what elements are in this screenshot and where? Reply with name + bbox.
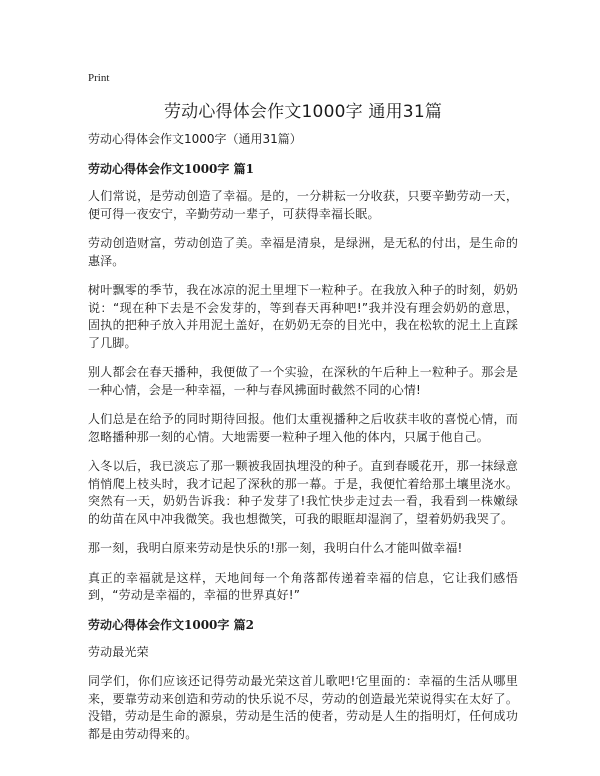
paragraph: 劳动最光荣 <box>88 644 149 659</box>
paragraph: 人们常说，是劳动创造了幸福。是的，一分耕耘一分收获，只要辛勤劳动一天，便可得一夜安宁，辛勤劳动一辈子，可获得幸福长眠。 <box>88 189 518 221</box>
section-heading-1: 劳动心得体会作文1000字 篇1 <box>88 162 254 176</box>
print-link[interactable]: Print <box>88 72 110 84</box>
paragraph: 劳动创造财富，劳动创造了美。幸福是清泉，是绿洲，是无私的付出，是生命的惠泽。 <box>88 236 518 268</box>
article-body <box>88 131 518 755</box>
section-heading-2: 劳动心得体会作文1000字 篇2 <box>88 617 254 632</box>
paragraph: 别人都会在春天播种，我便做了一个实验，在深秋的午后种上一粒种子。那会是一种心情，会是一种幸福，一种与春风拂面时截然不同的心情! <box>88 365 518 397</box>
article-subtitle: 劳动心得体会作文1000字（通用31篇） <box>88 132 302 146</box>
paragraph: 真正的幸福就是这样，天地间每一个角落都传递着幸福的信息，它让我们感悟到，“劳动是幸福的，幸福的世界真好!” <box>88 570 518 602</box>
paragraph: 树叶飘零的季节，我在冰凉的泥土里埋下一粒种子。在我放入种子的时刻，奶奶说：“现在种下去是不会发芽的，等到春天再种吧!”我并没有理会奶奶的意思，固执的把种子放入并用泥土盖好，在奶奶无奈的目光中，我在松软的泥土上直踩了几脚。 <box>88 283 518 350</box>
paragraph: 那一刻，我明白原来劳动是快乐的!那一刻，我明白什么才能叫做幸福! <box>88 541 463 555</box>
paragraph: 人们总是在给予的同时期待回报。他们太重视播种之后收获丰收的喜悦心情，而忽略播种那一刻的心情。大地需要一粒种子埋入他的体内，只属于他自己。 <box>88 412 518 444</box>
page-title: 劳动心得体会作文1000字 通用31篇 <box>163 102 443 122</box>
paragraph: 入冬以后，我已淡忘了那一颗被我固执埋没的种子。直到春暖花开，那一抹绿意悄悄爬上枝头时，我才记起了深秋的那一幕。于是，我便忙着给那土壤里浇水。突然有一天，奶奶告诉我：种子发芽了!我忙快步走过去一看，我看到一株嫩绿的幼苗在风中冲我微笑。我也想微笑，可我的眼眶却湿润了，望着奶奶我哭了。 <box>88 459 518 526</box>
paragraph: 同学们，你们应该还记得劳动最光荣这首儿歌吧!它里面的：幸福的生活从哪里来，要靠劳动来创造和劳动的快乐说不尽，劳动的创造最光荣说得实在太好了。没错，劳动是生命的源泉，劳动是生活的使者，劳动是人生的指明灯，任何成功都是由劳动得来的。 <box>88 674 518 741</box>
